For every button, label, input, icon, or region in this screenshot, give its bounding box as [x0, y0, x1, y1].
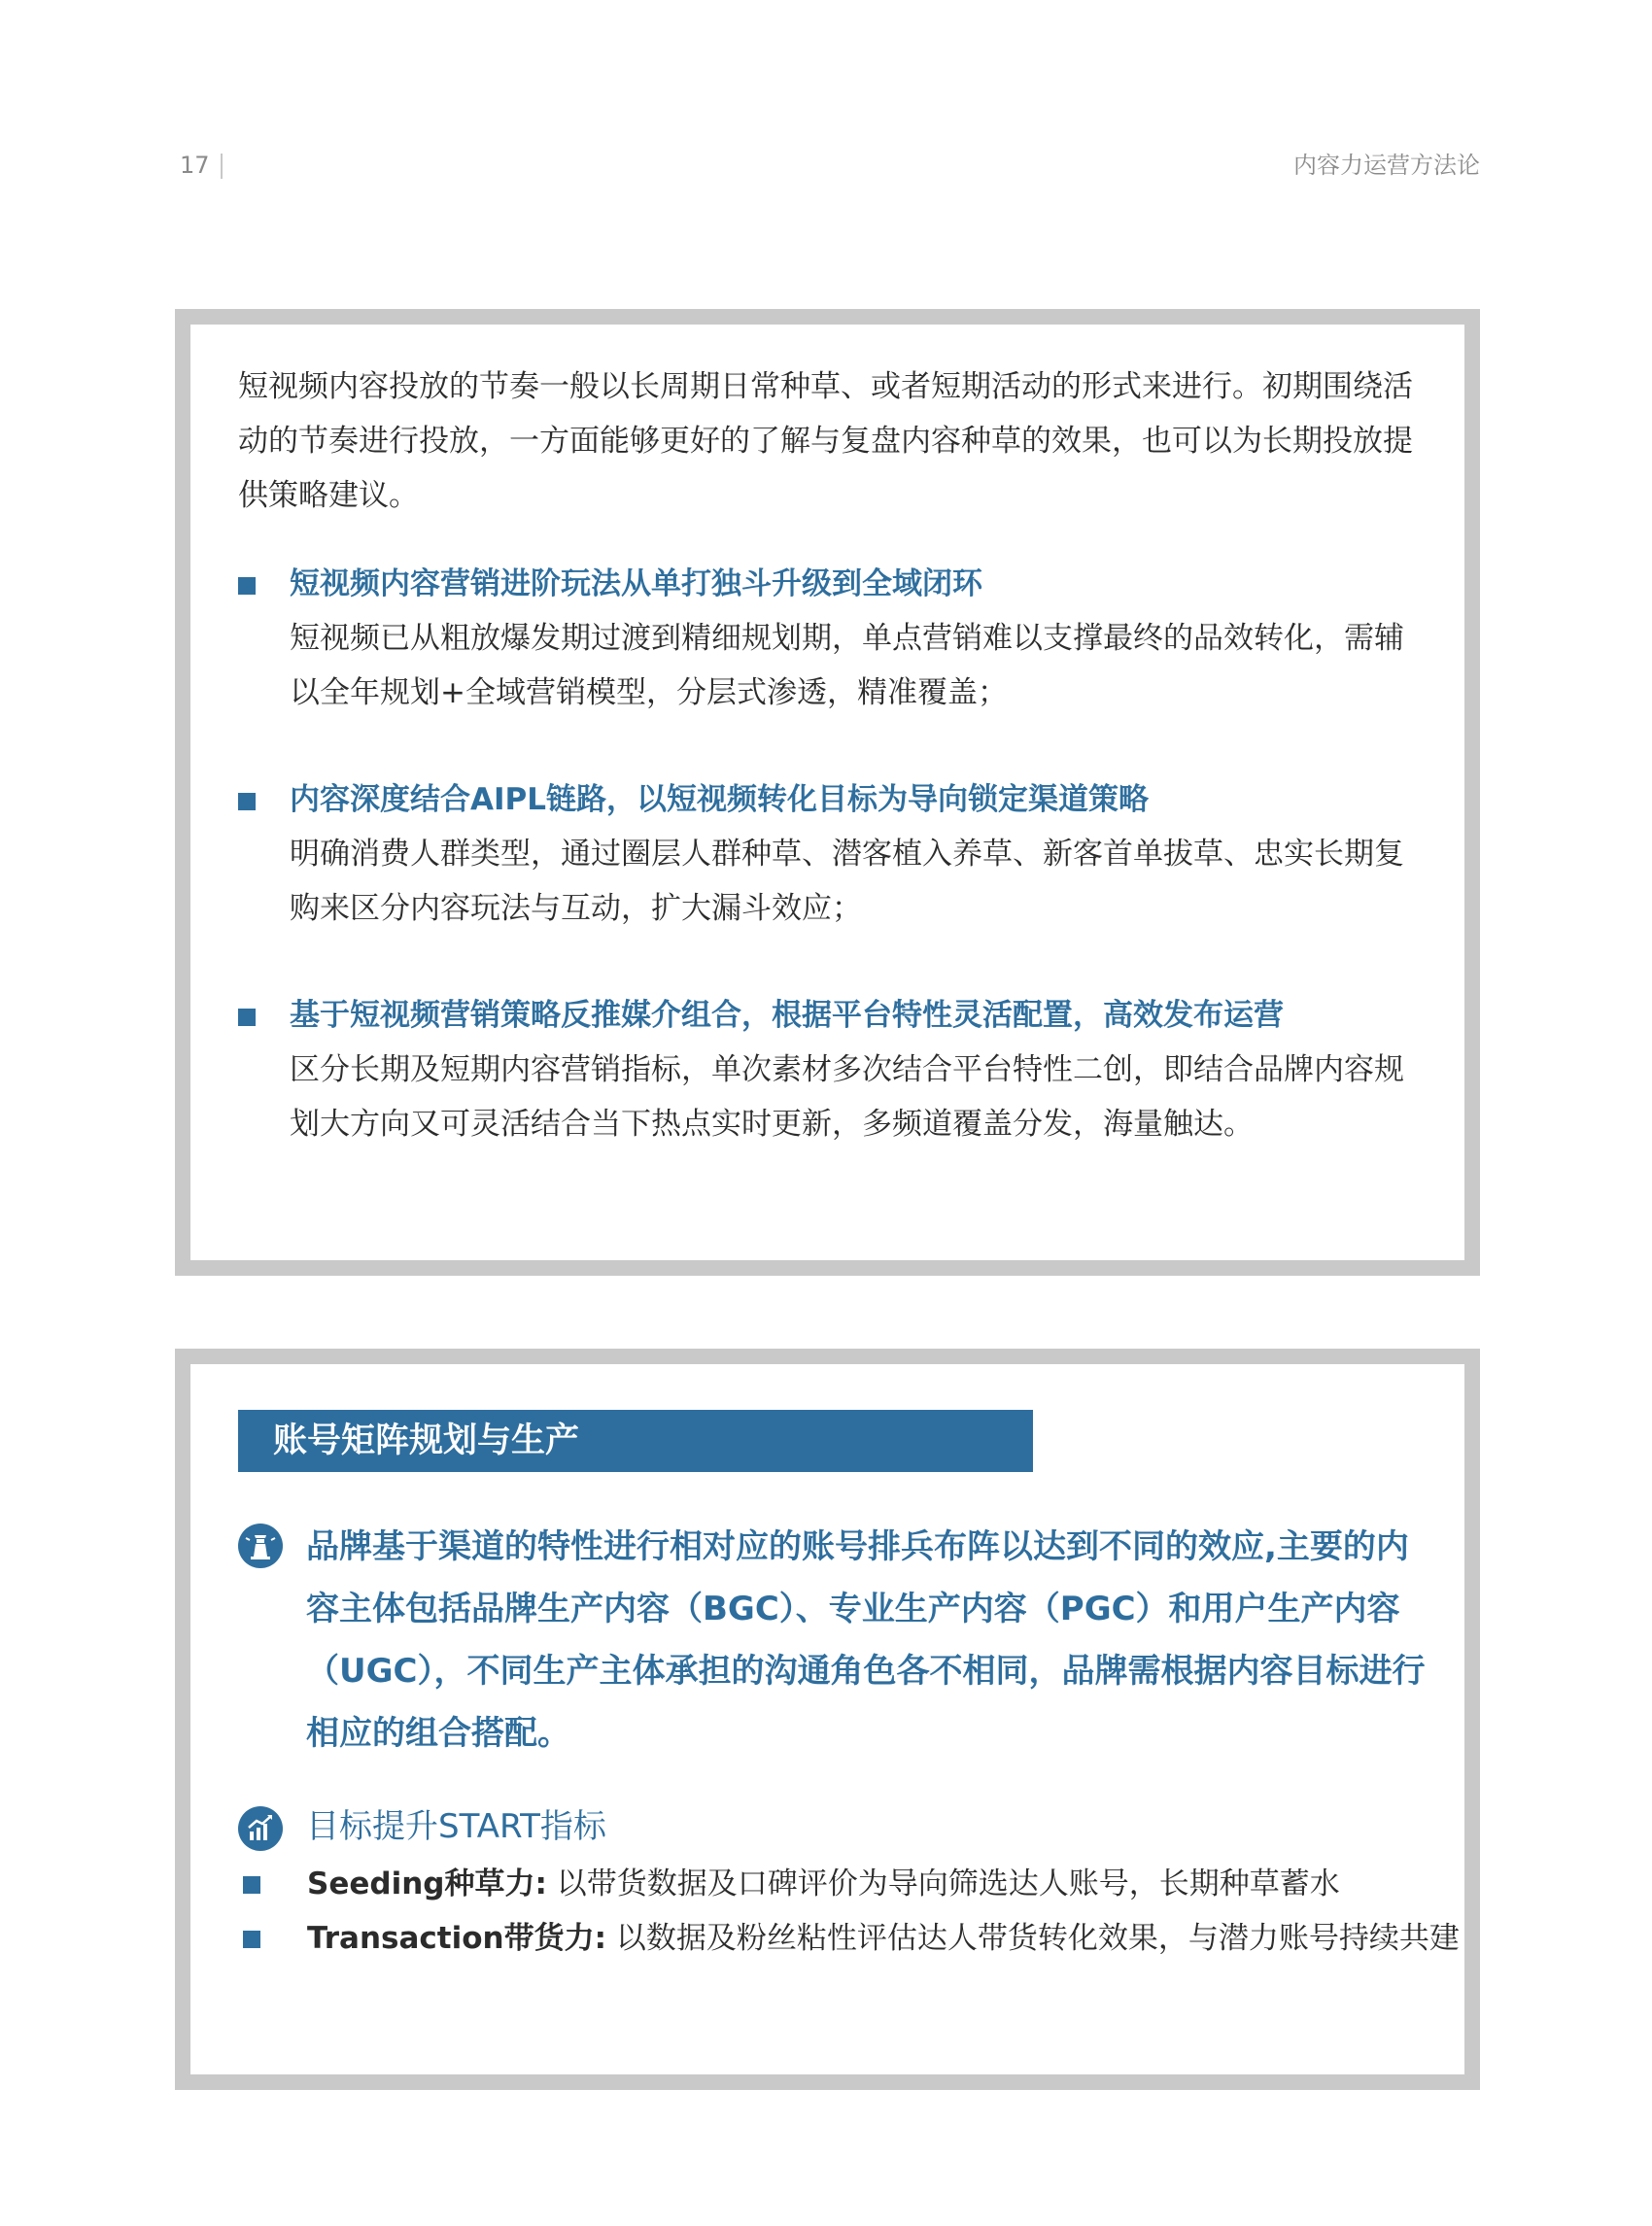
- bullet-item-body: 区分长期及短期内容营销指标，单次素材多次结合平台特性二创，即结合品牌内容规划大方向又可灵活结合当下热点实时更新，多频道覆盖分发，海量触达。: [290, 1052, 1404, 1142]
- bullet-square: [238, 577, 256, 595]
- metric-text: [307, 1914, 1460, 1963]
- section-title: 账号矩阵规划与生产: [273, 1421, 580, 1460]
- document-title: 内容力运营方法论: [1293, 152, 1480, 179]
- bullet-item: [238, 557, 1433, 720]
- metric-description: 以数据及粉丝粘性评估达人带货转化效果，与潜力账号持续共建: [605, 1921, 1460, 1956]
- lighthouse-icon: [238, 1524, 283, 1568]
- bullet-square: [238, 1009, 256, 1026]
- metric-label: Seeding种草力:: [307, 1866, 547, 1901]
- metric-item: [243, 1914, 1460, 1963]
- page-header: [180, 146, 1480, 185]
- bullet-item-title: 短视频内容营销进阶玩法从单打独斗升级到全域闭环: [290, 566, 982, 601]
- bullet-item-body: 明确消费人群类型，通过圈层人群种草、潜客植入养草、新客首单拔草、忠实长期复购来区分内容玩法与互动，扩大漏斗效应；: [290, 837, 1404, 926]
- bullet-item-title: 内容深度结合AIPL链路，以短视频转化目标为导向锁定渠道策略: [290, 782, 1149, 817]
- header-divider: [221, 154, 223, 179]
- bullet-square: [243, 1931, 260, 1948]
- metric-label: Transaction带货力:: [307, 1921, 606, 1956]
- metric-item: [243, 1860, 1448, 1908]
- metric-description: 以带货数据及口碑评价为导向筛选达人账号，长期种草蓄水: [546, 1866, 1340, 1901]
- bullet-item-title: 基于短视频营销策略反推媒介组合，根据平台特性灵活配置，高效发布运营: [290, 998, 1284, 1033]
- intro-paragraph: 短视频内容投放的节奏一般以长周期日常种草、或者短期活动的形式来进行。初期围绕活动的节奏进行投放，一方面能够更好的了解与复盘内容种草的效果，也可以为长期投放提供策略建议。: [238, 369, 1413, 513]
- metric-text: [307, 1860, 1340, 1908]
- bullet-item-body: 短视频已从粗放爆发期过渡到精细规划期，单点营销难以支撑最终的品效转化，需辅以全年规划+全域营销模型，分层式渗透，精准覆盖；: [290, 621, 1404, 710]
- bullet-square: [238, 793, 256, 810]
- bullet-item: [238, 772, 1433, 936]
- section-header-bar: [238, 1410, 1033, 1472]
- highlight-paragraph: 品牌基于渠道的特性进行相对应的账号排兵布阵以达到不同的效应,主要的内容主体包括品牌生产内容（BGC）、专业生产内容（PGC）和用户生产内容（UGC），不同生产主体承担的沟通角色各不相同，品牌需根据内容目标进行相应的组合搭配。: [306, 1527, 1426, 1753]
- page-number: 17: [180, 152, 210, 179]
- bullet-square: [243, 1876, 260, 1894]
- start-metrics-title: 目标提升START指标: [306, 1807, 606, 1846]
- growth-chart-icon: [238, 1806, 283, 1851]
- bullet-item: [238, 988, 1433, 1151]
